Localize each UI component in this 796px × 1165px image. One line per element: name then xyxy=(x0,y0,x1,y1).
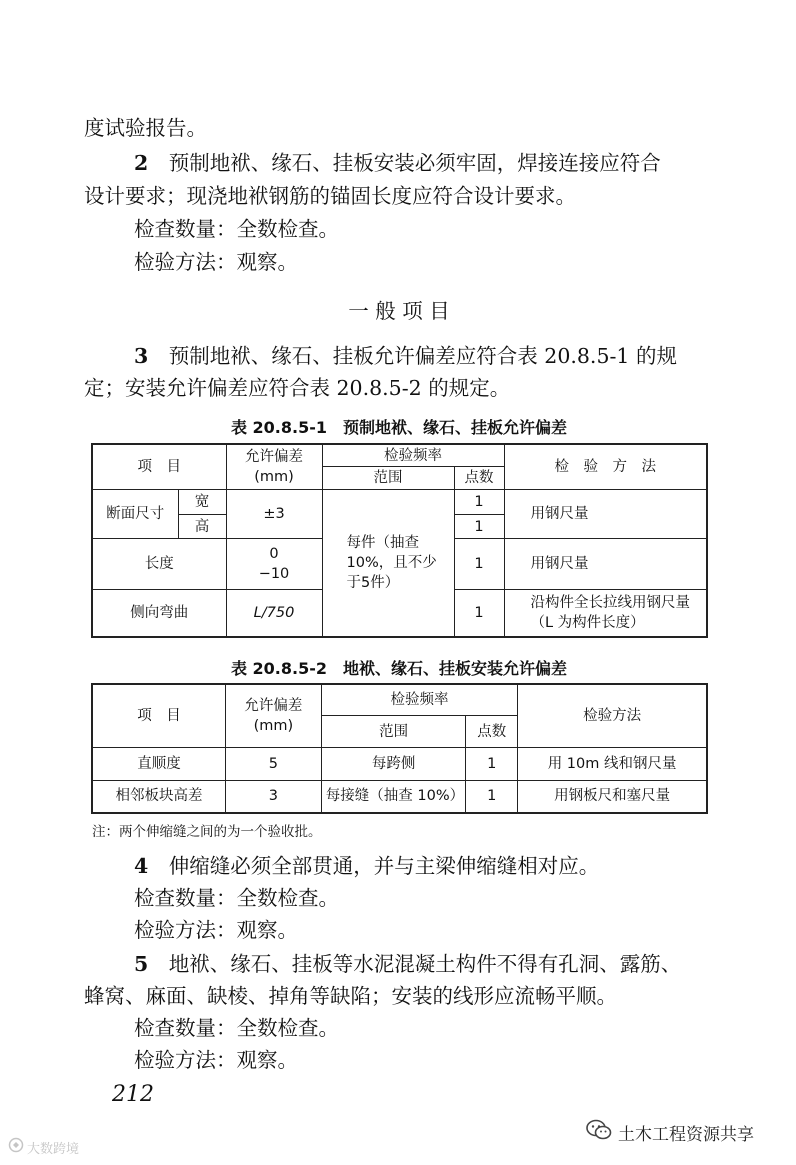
check-quantity: 检查数量：全数检查。 xyxy=(134,217,339,241)
table-1 xyxy=(91,443,708,638)
cell-item: 直顺度 xyxy=(92,748,226,781)
header-method: 检验方法 xyxy=(518,684,707,748)
cell-length: 长度 xyxy=(92,539,226,590)
header-scope: 范围 xyxy=(321,715,466,748)
section-heading: 一 般 项 目 xyxy=(348,299,450,323)
header-method: 检 验 方 法 xyxy=(504,444,707,489)
watermark-left xyxy=(8,1137,79,1157)
header-points: 点数 xyxy=(454,467,504,490)
length-tol-lower: −10 xyxy=(258,566,290,583)
cell-section-tolerance: ±3 xyxy=(226,489,322,539)
item-2-line-2: 设计要求；现浇地袱钢筋的锚固长度应符合设计要求。 xyxy=(84,184,576,208)
check-method: 检验方法：观察。 xyxy=(134,1048,298,1072)
cell-bend-method: 沿构件全长拉线用钢尺量（L 为构件长度） xyxy=(504,590,707,638)
cell-scope-merged: 每件（抽查10%，且不少于5件） xyxy=(322,489,454,637)
item-number: 4 xyxy=(134,854,149,878)
table-2 xyxy=(91,683,708,814)
check-method: 检验方法：观察。 xyxy=(134,918,298,942)
check-quantity: 检查数量：全数检查。 xyxy=(134,886,339,910)
header-item: 项 目 xyxy=(92,444,226,489)
header-tolerance xyxy=(226,684,322,748)
header-tolerance-label: 允许偏差 xyxy=(245,448,303,465)
cell-tolerance: 3 xyxy=(226,780,322,813)
cell-width: 宽 xyxy=(178,489,226,514)
watermark-right xyxy=(586,1119,754,1146)
cell-tolerance: 5 xyxy=(226,748,322,781)
cell-item: 相邻板块高差 xyxy=(92,780,226,813)
header-scope: 范围 xyxy=(322,467,454,490)
table-note: 注：两个伸缩缝之间的为一个验收批。 xyxy=(92,824,322,840)
cell-bend: 侧向弯曲 xyxy=(92,590,226,638)
header-frequency: 检验频率 xyxy=(322,444,504,467)
item-3-line-1 xyxy=(134,341,764,371)
item-text: 预制地袱、缘石、挂板安装必须牢固，焊接连接应符合 xyxy=(168,151,661,175)
cell-height: 高 xyxy=(178,514,226,539)
table-1-caption: 表 20.8.5-1 预制地袱、缘石、挂板允许偏差 xyxy=(230,418,568,437)
cell-length-method: 用钢尺量 xyxy=(504,539,707,590)
cell-points: 1 xyxy=(466,748,518,781)
item-number: 2 xyxy=(134,151,149,175)
table-2-caption: 表 20.8.5-2 地袱、缘石、挂板安装允许偏差 xyxy=(230,659,568,678)
cell-scope: 每跨侧 xyxy=(321,748,466,781)
check-quantity: 检查数量：全数检查。 xyxy=(134,1016,339,1040)
cell-length-tolerance xyxy=(226,539,322,590)
header-points: 点数 xyxy=(466,715,518,748)
item-text: 地袱、缘石、挂板等水泥混凝土构件不得有孔洞、露筋、 xyxy=(168,952,682,976)
header-item: 项 目 xyxy=(92,684,226,748)
item-text: 预制地袱、缘石、挂板允许偏差应符合表 20.8.5-1 的规 xyxy=(168,344,677,368)
item-5-line-2: 蜂窝、麻面、缺棱、掉角等缺陷；安装的线形应流畅平顺。 xyxy=(84,984,617,1008)
cell-method: 用 10m 线和钢尺量 xyxy=(518,748,707,781)
watermark-left-text: 大数跨境 xyxy=(27,1141,80,1157)
item-number: 5 xyxy=(134,952,149,976)
item-5-line-1 xyxy=(134,949,764,979)
item-3-line-2: 定；安装允许偏差应符合表 20.8.5-2 的规定。 xyxy=(84,376,511,400)
cell-section-method: 用钢尺量 xyxy=(504,489,707,539)
paragraph-line: 度试验报告。 xyxy=(84,116,207,140)
page-number: 212 xyxy=(112,1082,154,1107)
length-tol-upper: 0 xyxy=(269,546,279,563)
cell-scope: 每接缝（抽查 10%） xyxy=(321,780,466,813)
header-tolerance-unit: (mm) xyxy=(254,468,294,485)
cell-bend-tolerance: L/750 xyxy=(226,590,322,638)
table-row xyxy=(92,780,707,813)
logo-icon xyxy=(8,1137,24,1157)
cell-method: 用钢板尺和塞尺量 xyxy=(518,780,707,813)
wechat-icon xyxy=(586,1119,612,1146)
item-4-line xyxy=(134,851,764,881)
cell-width-points: 1 xyxy=(454,489,504,514)
cell-points: 1 xyxy=(466,780,518,813)
cell-section-size: 断面尺寸 xyxy=(92,489,178,539)
cell-length-points: 1 xyxy=(454,539,504,590)
header-tolerance-unit: (mm) xyxy=(253,718,294,735)
table-row xyxy=(92,748,707,781)
watermark-text: 土木工程资源共享 xyxy=(618,1125,754,1145)
header-frequency: 检验频率 xyxy=(321,684,517,715)
cell-bend-points: 1 xyxy=(454,590,504,638)
header-tolerance xyxy=(226,444,322,489)
item-2-line-1 xyxy=(134,148,764,178)
item-number: 3 xyxy=(134,344,149,368)
cell-height-points: 1 xyxy=(454,514,504,539)
item-text: 伸缩缝必须全部贯通，并与主梁伸缩缝相对应。 xyxy=(168,854,600,878)
check-method: 检验方法：观察。 xyxy=(134,250,298,274)
header-tolerance-label: 允许偏差 xyxy=(244,698,303,715)
